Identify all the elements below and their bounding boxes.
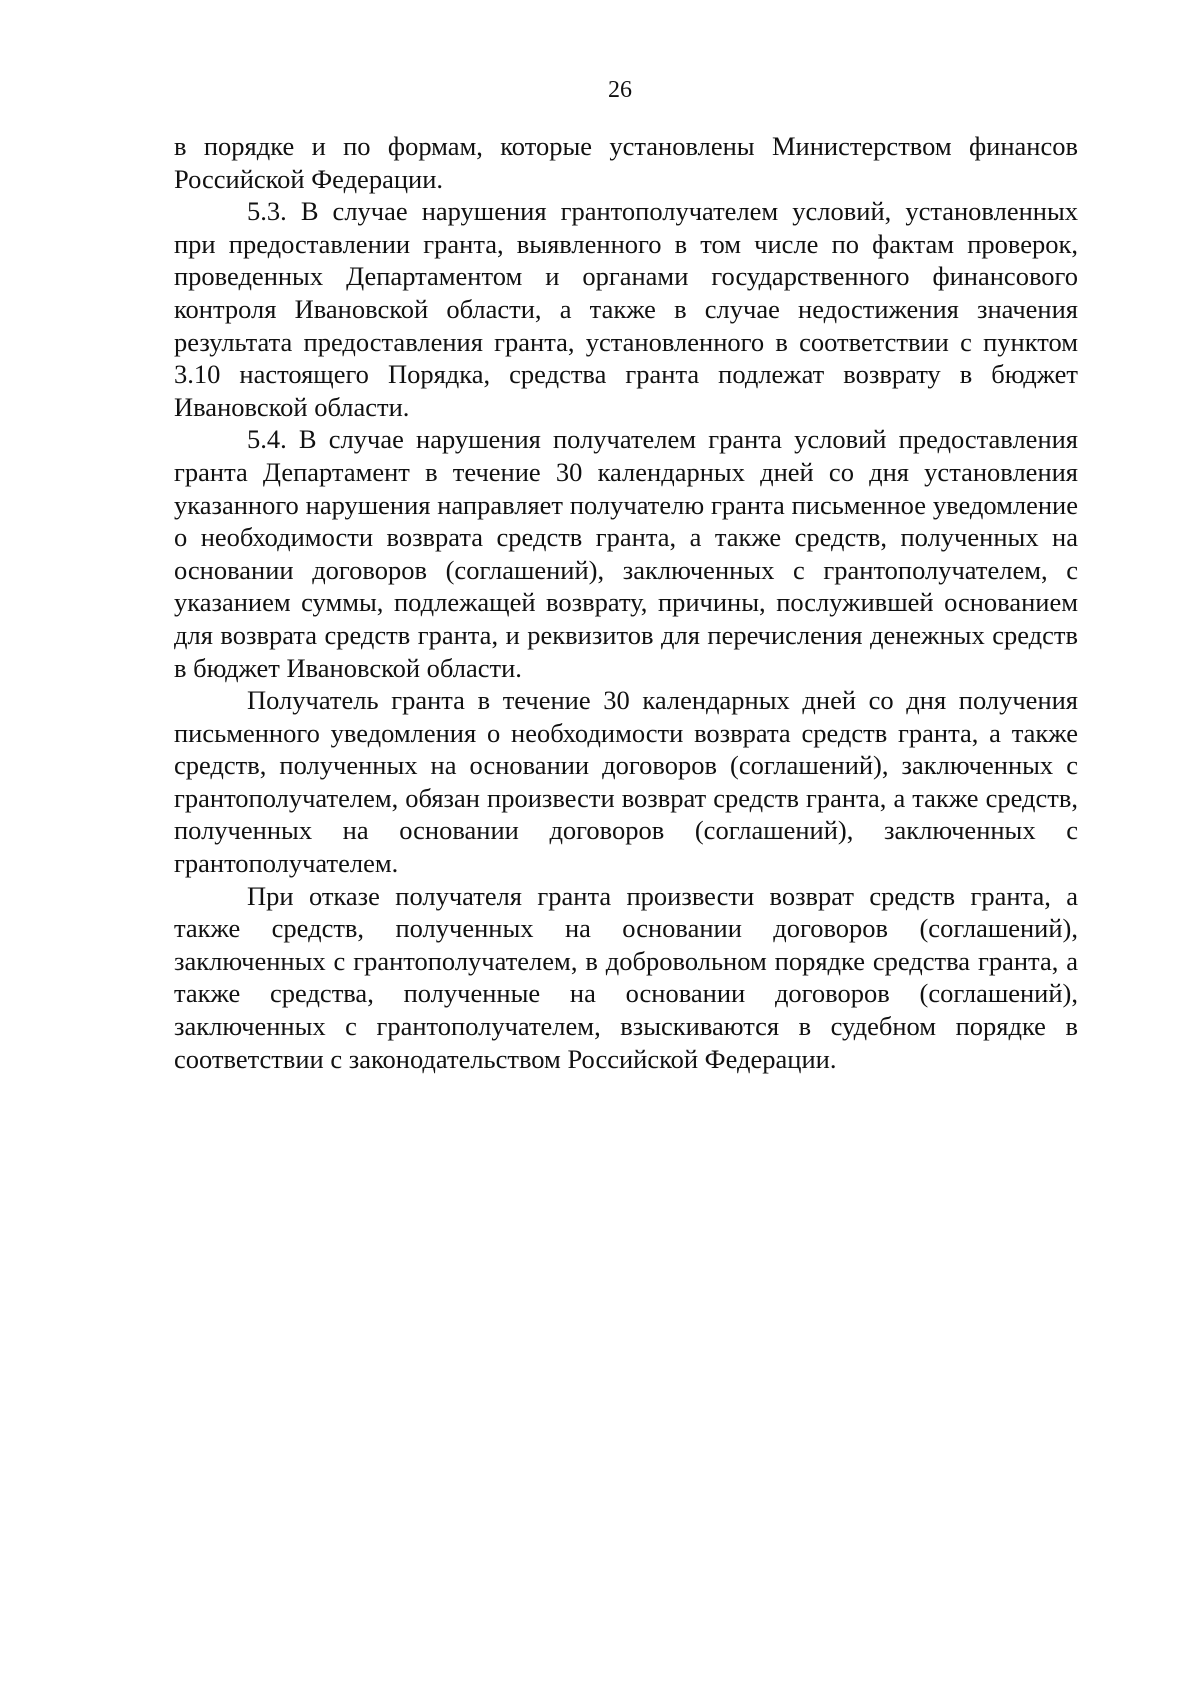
page-number: 26 [608, 77, 632, 103]
paragraph-5-3: 5.3. В случае нарушения грантополучателем условий, установленных при предоставлении гранта, выявленного в том числе по фактам проверок, проведенных Департаментом и органами государственного финансового контроля Ивановской области, а также в случае недостижения значения результата предоставления гранта, установленного в соответствии с пунктом 3.10 настоящего Порядка, средства гранта подлежат возврату в бюджет Ивановской области. [174, 196, 1078, 422]
paragraph-continuation: в порядке и по формам, которые установлены Министерством финансов Российской Федерации. [174, 131, 1078, 194]
paragraph-refusal-recovery: При отказе получателя гранта произвести возврат средств гранта, а также средств, полученных на основании договоров (соглашений), заключенных с грантополучателем, в добровольном порядке средства гранта, а также средства, полученные на основании договоров (соглашений), заключенных с грантополучателем, взыскиваются в судебном порядке в соответствии с законодательством Российской Федерации. [174, 880, 1078, 1074]
paragraph-refund-obligation: Получатель гранта в течение 30 календарных дней со дня получения письменного уведомления о необходимости возврата средств гранта, а также средств, полученных на основании договоров (соглашений), заключенных с грантополучателем, обязан произвести возврат средств гранта, а также средств, полученных на основании договоров (соглашений), заключенных с грантополучателем. [174, 685, 1078, 879]
document-body [174, 130, 1078, 1075]
paragraph-5-4: 5.4. В случае нарушения получателем гранта условий предоставления гранта Департамент в течение 30 календарных дней со дня установления указанного нарушения направляет получателю гранта письменное уведомление о необходимости возврата средств гранта, а также средств, полученных на основании договоров (соглашений), заключенных с грантополучателем, с указанием суммы, подлежащей возврату, причины, послужившей основанием для возврата средств гранта, и реквизитов для перечисления денежных средств в бюджет Ивановской области. [174, 424, 1078, 683]
